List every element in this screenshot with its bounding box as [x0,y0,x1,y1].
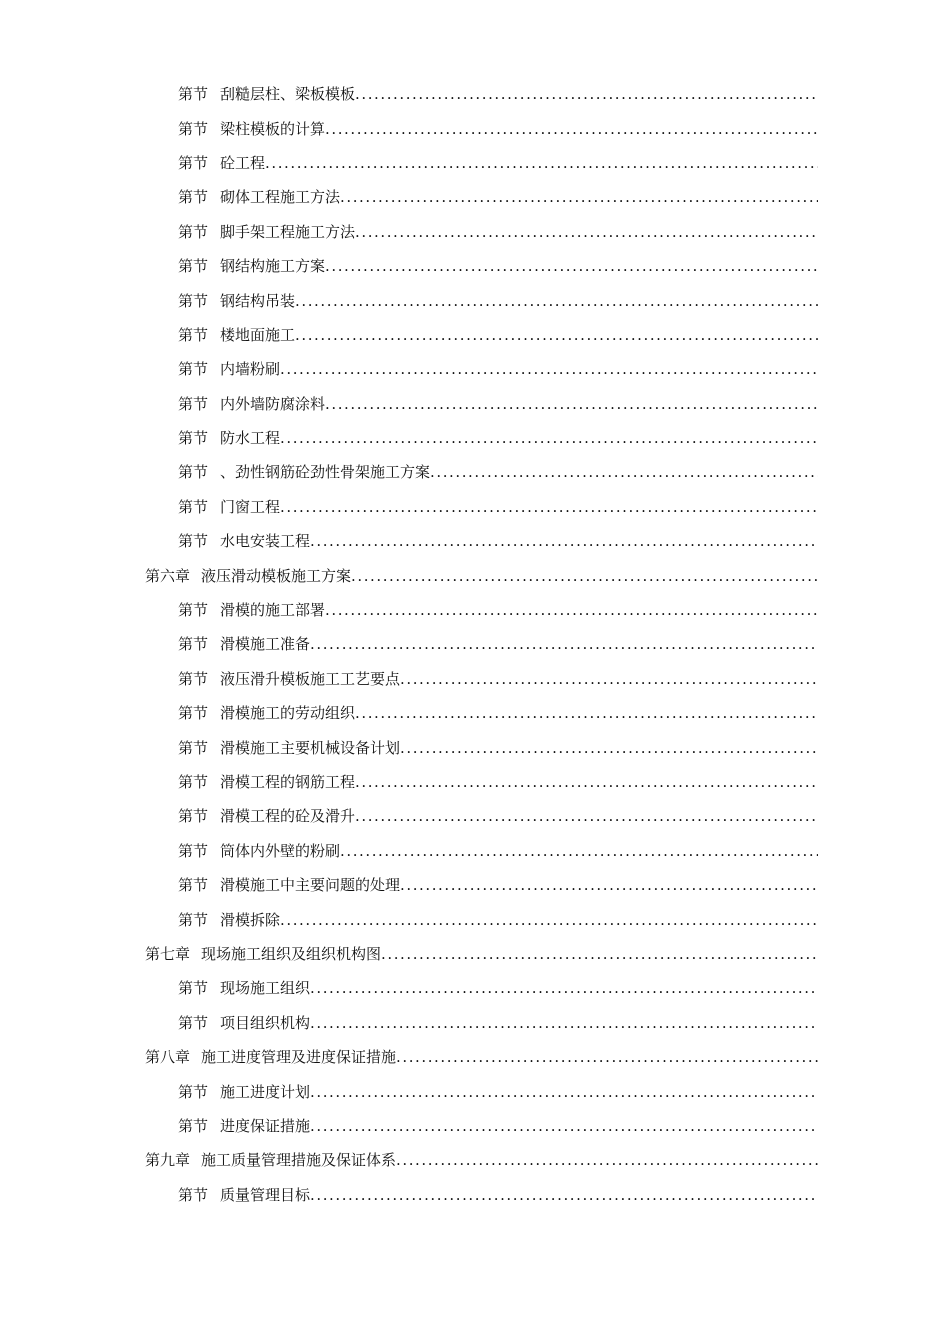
toc-section-entry [0,387,950,421]
toc-entry-title: 施工进度管理及进度保证措施 [201,1048,397,1067]
toc-entry-title: 梁柱模板的计算 [220,119,326,138]
dot-leader [325,394,818,414]
toc-entry-title: 现场施工组织及组织机构图 [201,944,382,963]
toc-chapter-entry [0,1040,950,1074]
toc-entry-title: 门窗工程 [220,497,281,516]
dot-leader [381,944,818,964]
toc-entry-title: 项目组织机构 [220,1013,311,1032]
toc-entry-title: 砼工程 [220,153,266,172]
toc-entry-label: 第节 [178,463,209,482]
toc-section-entry [0,180,950,214]
toc-entry-label: 第九章 [145,1151,191,1170]
toc-entry-label: 第节 [178,841,209,860]
dot-leader [310,1013,818,1033]
toc-entry-label: 第节 [178,497,209,516]
dot-leader [355,222,818,242]
toc-section-entry [0,902,950,936]
toc-section-entry [0,868,950,902]
toc-section-entry [0,215,950,249]
dot-leader [295,291,818,311]
toc-entry-title: 筒体内外壁的粉刷 [220,841,341,860]
toc-entry-title: 液压滑升模板施工工艺要点 [220,669,401,688]
toc-section-entry [0,971,950,1005]
toc-entry-title: 内墙粉刷 [220,360,281,379]
toc-section-entry [0,146,950,180]
toc-chapter-entry [0,937,950,971]
toc-section-entry [0,1109,950,1143]
dot-leader [310,1185,818,1205]
toc-entry-label: 第节 [178,773,209,791]
toc-section-entry [0,490,950,524]
toc-entry-label: 第节 [178,291,209,310]
table-of-contents [0,77,950,1212]
toc-section-entry [0,524,950,558]
dot-leader [325,600,818,620]
toc-entry-label: 第节 [178,153,209,172]
toc-section-entry [0,627,950,661]
toc-entry-title: 砌体工程施工方法 [220,188,341,207]
toc-entry-title: 滑模工程的钢筋工程 [220,773,356,791]
toc-section-entry [0,834,950,868]
toc-section-entry [0,318,950,352]
toc-entry-label: 第节 [178,429,209,448]
dot-leader [400,875,818,895]
dot-leader [310,634,818,654]
toc-entry-title: 滑模施工中主要问题的处理 [220,876,401,895]
toc-section-entry [0,455,950,489]
toc-section-entry [0,1074,950,1108]
toc-entry-title: 楼地面施工 [220,325,296,344]
dot-leader [355,806,818,826]
dot-leader [400,738,818,758]
toc-entry-title: 滑模拆除 [220,910,281,929]
toc-entry-label: 第节 [178,222,209,241]
dot-leader [340,841,818,861]
dot-leader [310,978,818,998]
toc-chapter-entry [0,558,950,592]
toc-entry-label: 第节 [178,910,209,929]
dot-leader [310,1116,818,1136]
toc-entry-label: 第节 [178,601,209,620]
toc-section-entry [0,249,950,283]
dot-leader [310,531,818,551]
toc-section-entry [0,352,950,386]
toc-entry-label: 第节 [178,394,209,413]
dot-leader [295,325,818,345]
dot-leader [280,359,818,379]
toc-entry-title: 滑模施工准备 [220,635,311,654]
toc-entry-label: 第八章 [145,1048,191,1067]
toc-entry-label: 第节 [178,325,209,344]
toc-section-entry [0,421,950,455]
toc-entry-title: 质量管理目标 [220,1185,311,1204]
toc-entry-label: 第节 [178,1185,209,1204]
dot-leader [325,119,818,139]
toc-entry-title: 内外墙防腐涂料 [220,394,326,413]
toc-entry-title: 滑模施工的劳动组织 [220,704,356,723]
toc-section-entry [0,283,950,317]
dot-leader [310,1082,818,1102]
toc-entry-label: 第节 [178,85,209,104]
toc-chapter-entry [0,1143,950,1177]
toc-entry-label: 第节 [178,1013,209,1032]
toc-entry-title: 滑模施工主要机械设备计划 [220,738,401,757]
toc-section-entry [0,1006,950,1040]
toc-entry-title: 防水工程 [220,429,281,448]
toc-entry-title: 现场施工组织 [220,979,311,998]
toc-entry-title: 滑模的施工部署 [220,601,326,620]
toc-entry-label: 第节 [178,360,209,379]
toc-entry-label: 第节 [178,669,209,688]
toc-entry-title: 钢结构吊装 [220,291,296,310]
toc-entry-label: 第节 [178,979,209,998]
toc-entry-label: 第节 [178,704,209,723]
toc-entry-label: 第七章 [145,944,191,963]
dot-leader [396,1150,818,1170]
toc-entry-label: 第节 [178,532,209,551]
toc-entry-label: 第节 [178,257,209,276]
toc-entry-label: 第节 [178,738,209,757]
toc-entry-label: 第节 [178,119,209,138]
dot-leader [355,772,818,792]
toc-entry-label: 第节 [178,807,209,826]
toc-entry-title: 、劲性钢筋砼劲性骨架施工方案 [220,463,431,482]
dot-leader [351,566,818,586]
dot-leader [265,153,818,173]
toc-entry-label: 第节 [178,635,209,654]
toc-entry-title: 进度保证措施 [220,1116,311,1135]
dot-leader [340,187,818,207]
toc-entry-title: 滑模工程的砼及滑升 [220,807,356,826]
dot-leader [280,428,818,448]
toc-entry-label: 第节 [178,1116,209,1135]
toc-section-entry [0,1178,950,1212]
toc-section-entry [0,730,950,764]
dot-leader [430,462,818,482]
toc-entry-label: 第节 [178,876,209,895]
toc-entry-title: 脚手架工程施工方法 [220,222,356,241]
toc-section-entry [0,765,950,799]
toc-section-entry [0,696,950,730]
toc-entry-title: 液压滑动模板施工方案 [201,566,352,585]
toc-entry-title: 钢结构施工方案 [220,257,326,276]
dot-leader [400,669,818,689]
toc-entry-title: 刮糙层柱、梁板模板 [220,85,356,104]
toc-entry-label: 第节 [178,1082,209,1101]
dot-leader [280,497,818,517]
toc-entry-title: 施工进度计划 [220,1082,311,1101]
toc-section-entry [0,111,950,145]
toc-entry-title: 施工质量管理措施及保证体系 [201,1151,397,1170]
toc-entry-title: 水电安装工程 [220,532,311,551]
dot-leader [355,703,818,723]
toc-section-entry [0,662,950,696]
dot-leader [396,1047,818,1067]
toc-section-entry [0,799,950,833]
toc-entry-label: 第六章 [145,566,191,585]
toc-section-entry [0,77,950,111]
dot-leader [325,256,818,276]
toc-entry-label: 第节 [178,188,209,207]
dot-leader [280,910,818,930]
dot-leader [355,84,818,104]
toc-section-entry [0,593,950,627]
